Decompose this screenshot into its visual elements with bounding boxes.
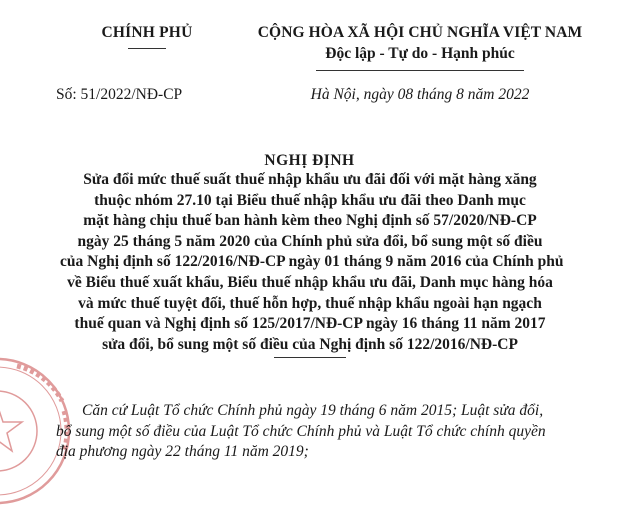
document-type: NGHỊ ĐỊNH <box>264 152 355 169</box>
summary-line: sửa đổi, bổ sung một số điều của Nghị định số 122/2016/NĐ-CP <box>102 335 518 353</box>
national-title: CỘNG HÒA XÃ HỘI CHỦ NGHĨA VIỆT NAM <box>257 24 583 41</box>
summary-line: và mức thuế tuyệt đối, thuế hỗn hợp, thuế nhập khẩu ngoài hạn ngạch <box>78 294 542 312</box>
summary-underline <box>274 357 346 358</box>
national-motto: Độc lập - Tự do - Hạnh phúc <box>325 45 515 62</box>
summary-line: ngày 25 tháng 5 năm 2020 của Chính phủ sửa đổi, bổ sung một số điều <box>77 232 543 250</box>
summary-line: mặt hàng chịu thuế ban hành kèm theo Nghị định số 57/2020/NĐ-CP <box>83 212 537 230</box>
summary-line: Sửa đổi mức thuế suất thuế nhập khẩu ưu đãi đối với mặt hàng xăng <box>83 171 537 188</box>
summary-line: về Biểu thuế xuất khẩu, Biểu thuế nhập khẩu ưu đãi, Danh mục hàng hóa <box>67 273 553 291</box>
basis-line: Căn cứ Luật Tổ chức Chính phủ ngày 19 tháng 6 năm 2015; Luật sửa đổi, <box>82 402 544 419</box>
legal-basis <box>56 401 596 463</box>
summary-line: của Nghị định số 122/2016/NĐ-CP ngày 01 tháng 9 năm 2016 của Chính phủ <box>60 253 564 271</box>
basis-line: bổ sung một số điều của Luật Tổ chức Chính phủ và Luật Tổ chức chính quyền <box>56 422 546 440</box>
document-summary <box>60 170 564 355</box>
agency-underline <box>128 48 166 49</box>
motto-underline <box>316 70 524 71</box>
document-number: Số: 51/2022/NĐ-CP <box>56 86 183 103</box>
basis-line: địa phương ngày 22 tháng 11 năm 2019; <box>56 443 309 461</box>
summary-line: thuế quan và Nghị định số 125/2017/NĐ-CP ngày 16 tháng 11 năm 2017 <box>74 315 546 333</box>
summary-line: thuộc nhóm 27.10 tại Biểu thuế nhập khẩu ưu đãi theo Danh mục <box>94 191 526 209</box>
place-and-date: Hà Nội, ngày 08 tháng 8 năm 2022 <box>310 86 530 103</box>
issuing-agency: CHÍNH PHỦ <box>101 24 193 41</box>
